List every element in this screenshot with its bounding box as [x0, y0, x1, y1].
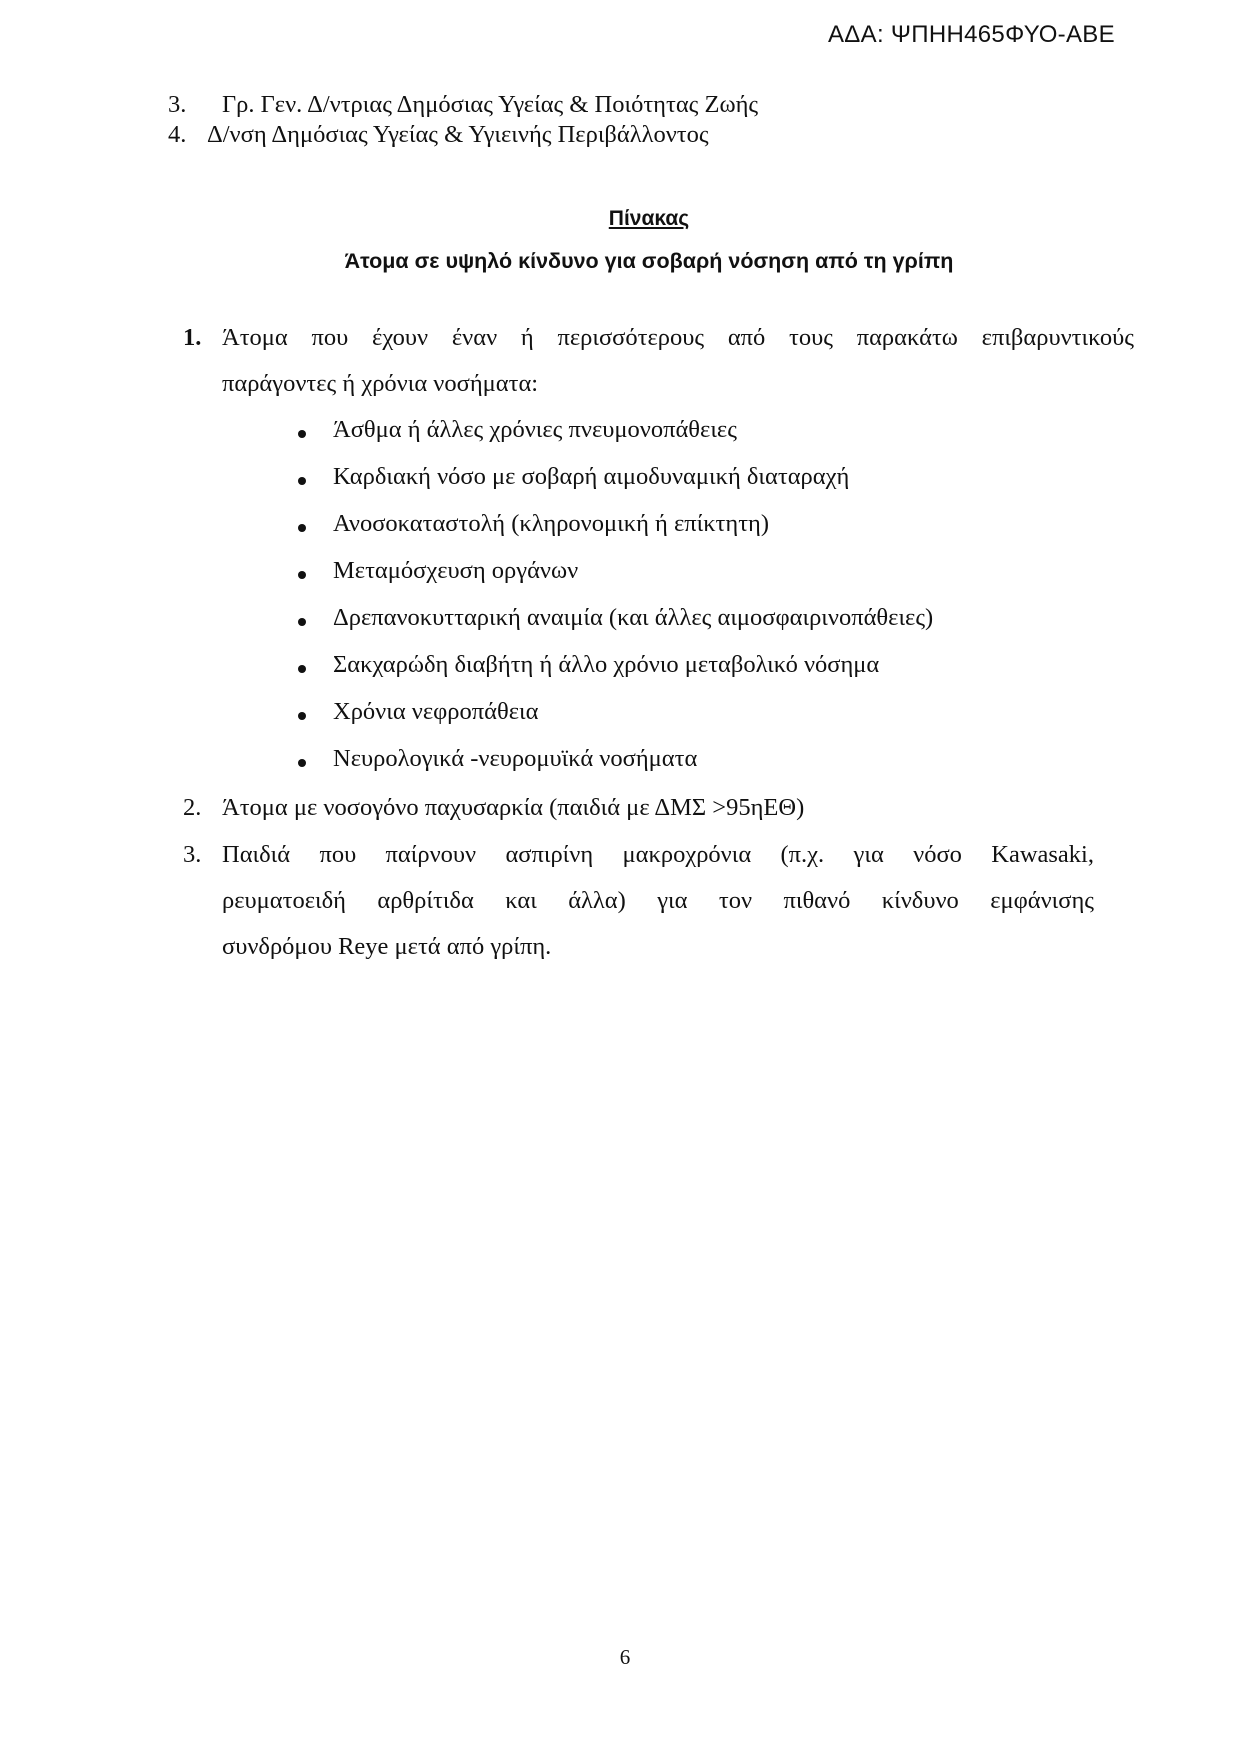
item-1-number: 1.	[183, 324, 202, 351]
bullet-item-2: Καρδιακή νόσο με σοβαρή αιμοδυναμική διαταραχή	[333, 463, 850, 490]
item-1-line-1: Άτομα που έχουν έναν ή περισσότερους από τους παρακάτω επιβαρυντικούς	[222, 324, 1134, 351]
bullet-item-7: Χρόνια νεφροπάθεια	[333, 698, 539, 725]
item-3-line-2: ρευματοειδή αρθρίτιδα και άλλα) για τον πιθανό κίνδυνο εμφάνισης	[222, 887, 1094, 914]
page-number: 6	[619, 1645, 631, 1669]
recipient-3-text: Γρ. Γεν. Δ/ντριας Δημόσιας Υγείας & Ποιότητας Ζωής	[222, 91, 759, 118]
item-3-line-3: συνδρόμου Reye μετά από γρίπη.	[222, 933, 552, 960]
recipient-3-number: 3.	[168, 91, 187, 118]
bullet-item-6: Σακχαρώδη διαβήτη ή άλλο χρόνιο μεταβολικό νόσημα	[333, 651, 880, 678]
item-1-line-2: παράγοντες ή χρόνια νοσήματα:	[222, 370, 539, 397]
bullet-icon	[298, 477, 306, 485]
item-3-number: 3.	[183, 841, 202, 868]
bullet-item-1: Άσθμα ή άλλες χρόνιες πνευμονοπάθειες	[333, 416, 737, 443]
table-title: Πίνακας	[608, 207, 690, 230]
bullet-icon	[298, 430, 306, 438]
bullet-item-3: Ανοσοκαταστολή (κληρονομική ή επίκτητη)	[333, 510, 770, 537]
ada-code: ΑΔΑ: ΨΠΗΗ465ΦΥΟ-ΑΒΕ	[828, 21, 1115, 48]
item-3-line-1: Παιδιά που παίρνουν ασπιρίνη μακροχρόνια (π.χ. για νόσο Kawasaki,	[222, 841, 1094, 868]
bullet-icon	[298, 759, 306, 767]
recipient-4-text: Δ/νση Δημόσιας Υγείας & Υγιεινής Περιβάλλοντος	[207, 121, 709, 148]
item-2-text: Άτομα με νοσογόνο παχυσαρκία (παιδιά με ΔΜΣ >95ηΕΘ)	[222, 794, 805, 821]
bullet-icon	[298, 571, 306, 579]
bullet-item-8: Νευρολογικά -νευρομυϊκά νοσήματα	[333, 745, 698, 772]
bullet-item-4: Μεταμόσχευση οργάνων	[333, 557, 579, 584]
recipient-4-number: 4.	[168, 121, 187, 148]
table-subtitle: Άτομα σε υψηλό κίνδυνο για σοβαρή νόσηση από τη γρίπη	[344, 249, 954, 273]
bullet-icon	[298, 665, 306, 673]
item-2-number: 2.	[183, 794, 202, 821]
bullet-item-5: Δρεπανοκυτταρική αναιμία (και άλλες αιμοσφαιρινοπάθειες)	[333, 604, 934, 631]
bullet-icon	[298, 712, 306, 720]
bullet-icon	[298, 618, 306, 626]
bullet-icon	[298, 524, 306, 532]
